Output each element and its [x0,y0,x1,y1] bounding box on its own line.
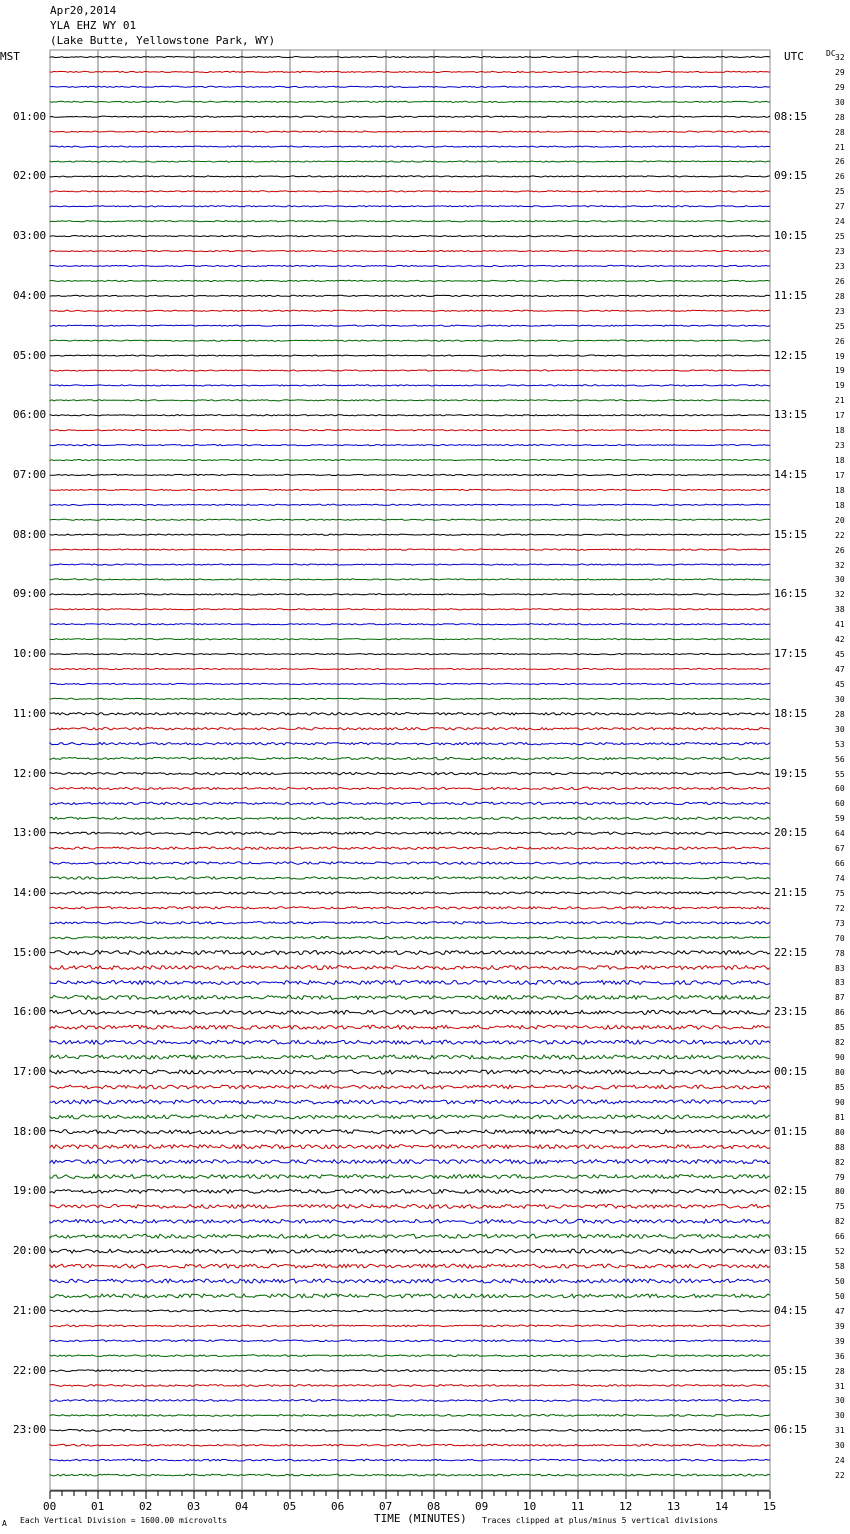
dc-offset-label: 83 [835,963,845,973]
dc-offset-label: 53 [835,739,845,749]
seismic-trace [50,86,770,87]
dc-offset-label: 28 [835,1366,845,1376]
right-hour-label: 23:15 [774,1005,808,1019]
dc-offset-label: 45 [835,650,845,660]
left-hour-label: 04:00 [13,288,47,302]
seismic-trace [50,1340,770,1342]
seismic-trace [50,892,770,894]
dc-offset-label: 36 [835,1351,845,1361]
dc-offset-label: 23 [835,247,845,257]
scale-note: Each Vertical Division = 1600.00 microvolts [20,1516,228,1525]
dc-offset-label: 47 [835,665,845,674]
seismic-trace [50,757,770,759]
seismic-trace [50,385,770,386]
seismic-trace [50,1370,770,1372]
dc-offset-label: 60 [835,784,845,794]
x-tick-label: 13 [667,1500,681,1513]
x-tick-label: 03 [187,1500,201,1513]
x-tick-label: 09 [475,1500,489,1513]
dc-offset-label: 26 [835,276,845,286]
seismic-trace [50,534,770,535]
dc-offset-label: 23 [835,261,845,271]
dc-offset-label: 22 [835,1471,845,1481]
dc-offset-label: 79 [835,1172,845,1182]
x-tick-label: 04 [235,1500,249,1513]
left-hour-label: 16:00 [13,1005,47,1019]
dc-offset-label: 29 [835,67,845,77]
x-tick-label: 02 [139,1500,153,1513]
right-hour-label: 11:15 [774,288,808,302]
dc-offset-label: 24 [835,1456,845,1466]
seismic-trace [50,489,770,490]
dc-offset-label: 25 [835,187,845,197]
dc-offset-label: 75 [835,1202,845,1212]
right-hour-label: 22:15 [774,945,808,959]
seismic-trace [50,1294,770,1298]
seismic-trace [50,668,770,669]
right-hour-label: 15:15 [774,527,808,541]
seismic-trace [50,1040,770,1044]
left-hour-label: 12:00 [13,766,47,780]
seismic-trace [50,1264,770,1268]
dc-offset-label: 80 [835,1068,845,1078]
seismic-trace [50,787,770,789]
dc-offset-label: 85 [835,1082,845,1092]
dc-offset-label: 28 [835,127,845,137]
x-tick-label: 14 [715,1500,729,1513]
dc-offset-label: 39 [835,1321,845,1331]
dc-offset-label: 59 [835,814,845,824]
dc-offset-label: 29 [835,82,845,92]
dc-offset-label: 30 [835,694,845,704]
dc-offset-label: 21 [835,396,845,406]
clip-note: Traces clipped at plus/minus 5 vertical divisions [482,1516,719,1525]
dc-offset-label: 18 [835,456,845,466]
dc-offset-label: 28 [835,709,845,719]
dc-offset-label: 27 [835,202,845,212]
dc-offset-label: 32 [835,590,845,600]
dc-offset-label: 19 [835,381,845,391]
seismic-trace [50,415,770,416]
seismic-trace [50,1310,770,1312]
seismic-trace [50,1415,770,1417]
seismic-trace [50,206,770,207]
dc-offset-label: 32 [835,560,845,570]
left-hour-label: 15:00 [13,945,47,959]
dc-offset-label: 52 [835,1247,845,1257]
seismic-trace [50,1400,770,1402]
right-hour-label: 04:15 [774,1303,808,1317]
dc-offset-label: 86 [835,1008,845,1018]
right-hour-label: 01:15 [774,1124,808,1138]
dc-offset-label: 58 [835,1262,845,1272]
seismic-trace [50,146,770,147]
seismic-trace [50,459,770,460]
seismic-trace [50,355,770,356]
right-hour-label: 21:15 [774,885,808,899]
x-tick-label: 08 [427,1500,441,1513]
dc-offset-label: 17 [835,411,845,421]
seismic-trace [50,743,770,745]
dc-offset-label: 85 [835,1023,845,1033]
right-hour-label: 03:15 [774,1244,808,1258]
seismic-trace [50,564,770,565]
seismic-trace [50,340,770,341]
seismic-trace [50,639,770,640]
dc-offset-label: 56 [835,754,845,764]
seismic-trace [50,802,770,804]
dc-offset-label: 70 [835,933,845,943]
x-tick-label: 07 [379,1500,393,1513]
left-hour-label: 17:00 [13,1065,47,1079]
seismic-trace [50,817,770,819]
seismic-trace [50,474,770,475]
seismic-trace [50,1444,770,1446]
dc-offset-label: 41 [835,620,845,630]
left-hour-label: 06:00 [13,408,47,422]
x-axis-label: TIME (MINUTES) [374,1512,467,1525]
left-hour-label: 11:00 [13,706,47,720]
dc-offset-label: 60 [835,799,845,809]
right-hour-label: 08:15 [774,109,808,123]
seismic-trace [50,698,770,699]
left-hour-label: 22:00 [13,1363,47,1377]
dc-offset-label: 50 [835,1291,845,1301]
left-hour-label: 10:00 [13,647,47,661]
left-hour-label: 13:00 [13,826,47,840]
right-hour-label: 00:15 [774,1065,808,1079]
seismic-trace [50,116,770,117]
x-tick-label: 15 [763,1500,777,1513]
left-hour-label: 01:00 [13,109,47,123]
seismic-trace [50,594,770,595]
dc-offset-label: 30 [835,724,845,734]
seismic-trace [50,907,770,909]
dc-offset-label: 82 [835,1217,845,1227]
dc-offset-label: 88 [835,1142,845,1152]
dc-offset-label: 30 [835,1441,845,1451]
seismic-trace [50,191,770,192]
seismic-trace [50,1474,770,1476]
x-tick-label: 00 [43,1500,57,1513]
left-hour-label: 07:00 [13,467,47,481]
seismic-trace [50,922,770,924]
dc-offset-label: 18 [835,426,845,436]
dc-offset-label: 81 [835,1112,845,1122]
right-hour-label: 10:15 [774,229,808,243]
seismic-trace [50,981,770,985]
right-hour-label: 02:15 [774,1184,808,1198]
dc-offset-label: 30 [835,1411,845,1421]
right-hour-label: 19:15 [774,766,808,780]
seismic-trace [50,654,770,655]
seismic-trace [50,1115,770,1119]
x-tick-label: 10 [523,1500,537,1513]
left-hour-label: 05:00 [13,348,47,362]
dc-offset-label: 80 [835,1187,845,1197]
right-hour-label: 05:15 [774,1363,808,1377]
x-tick-label: 11 [571,1500,585,1513]
dc-offset-label: 22 [835,530,845,540]
dc-title: DC [826,49,836,58]
dc-offset-label: 23 [835,441,845,451]
dc-offset-label: 90 [835,1053,845,1063]
right-hour-label: 14:15 [774,467,808,481]
left-hour-label: 20:00 [13,1244,47,1258]
seismic-trace [50,683,770,684]
seismic-trace [50,445,770,446]
dc-offset-label: 38 [835,605,845,615]
dc-offset-label: 30 [835,575,845,585]
seismic-trace [50,519,770,520]
seismic-trace [50,966,770,970]
footer-mark: A [2,1519,7,1528]
seismic-trace [50,221,770,222]
dc-offset-label: 30 [835,97,845,107]
seismic-trace [50,131,770,132]
seismic-trace [50,549,770,550]
dc-offset-label: 82 [835,1157,845,1167]
x-tick-label: 12 [619,1500,633,1513]
seismic-trace [50,1175,770,1179]
chart-date: Apr20,2014 [50,4,117,17]
seismic-trace [50,251,770,252]
left-hour-label: 08:00 [13,527,47,541]
seismic-trace [50,624,770,625]
dc-offset-label: 28 [835,291,845,301]
right-hour-label: 16:15 [774,587,808,601]
seismic-trace [50,877,770,879]
seismic-trace [50,1055,770,1059]
x-tick-label: 01 [91,1500,105,1513]
dc-offset-label: 26 [835,157,845,167]
dc-offset-label: 80 [835,1127,845,1137]
dc-offset-label: 39 [835,1336,845,1346]
seismic-trace [50,176,770,177]
dc-offset-label: 66 [835,859,845,869]
dc-offset-label: 66 [835,1232,845,1242]
dc-offset-label: 20 [835,515,845,525]
dc-offset-label: 17 [835,470,845,480]
seismic-trace [50,1100,770,1104]
dc-offset-label: 19 [835,366,845,376]
left-hour-label: 03:00 [13,229,47,243]
left-hour-label: 18:00 [13,1124,47,1138]
seismic-trace [50,310,770,311]
x-tick-label: 05 [283,1500,297,1513]
left-hour-label: 14:00 [13,885,47,899]
seismic-trace [50,713,770,715]
dc-offset-label: 90 [835,1097,845,1107]
dc-offset-label: 74 [835,873,845,883]
chart-station: YLA EHZ WY 01 [50,19,137,32]
seismic-trace [50,71,770,72]
right-hour-label: 17:15 [774,647,808,661]
dc-offset-label: 82 [835,1038,845,1048]
seismic-trace [50,579,770,580]
seismic-trace [50,1279,770,1283]
seismic-trace [50,1234,770,1238]
seismic-trace [50,280,770,281]
right-hour-label: 20:15 [774,826,808,840]
dc-offset-label: 42 [835,635,845,645]
seismic-trace [50,772,770,774]
seismic-trace [50,1070,770,1074]
seismic-trace [50,1130,770,1134]
dc-offset-label: 87 [835,993,845,1003]
seismic-trace [50,1190,770,1194]
seismic-trace [50,1010,770,1014]
seismic-trace [50,56,770,57]
seismic-trace [50,1325,770,1327]
right-hour-label: 12:15 [774,348,808,362]
seismic-trace [50,236,770,237]
seismic-trace [50,1204,770,1208]
seismic-trace [50,1459,770,1461]
seismic-trace [50,1385,770,1387]
left-hour-label: 23:00 [13,1423,47,1437]
right-hour-label: 06:15 [774,1423,808,1437]
dc-offset-label: 19 [835,351,845,361]
dc-offset-label: 30 [835,1396,845,1406]
dc-offset-label: 47 [835,1306,845,1316]
seismic-trace [50,1145,770,1149]
dc-offset-label: 26 [835,172,845,182]
dc-offset-label: 83 [835,978,845,988]
seismic-trace [50,1085,770,1089]
seismic-trace [50,1025,770,1029]
seismic-trace [50,1219,770,1223]
dc-offset-label: 45 [835,679,845,689]
seismic-trace [50,937,770,939]
left-axis-title: MST [0,50,20,63]
seismic-trace [50,370,770,371]
chart-location: (Lake Butte, Yellowstone Park, WY) [50,34,276,47]
right-axis-title: UTC [784,50,804,63]
dc-offset-label: 24 [835,217,845,227]
left-hour-label: 21:00 [13,1303,47,1317]
seismic-trace [50,1355,770,1357]
dc-offset-label: 31 [835,1381,845,1391]
right-hour-label: 18:15 [774,706,808,720]
seismic-trace [50,161,770,162]
dc-offset-label: 73 [835,918,845,928]
seismic-trace [50,862,770,864]
left-hour-label: 09:00 [13,587,47,601]
left-hour-label: 02:00 [13,169,47,183]
dc-offset-label: 26 [835,545,845,555]
dc-offset-label: 31 [835,1426,845,1436]
dc-offset-label: 72 [835,903,845,913]
dc-offset-label: 18 [835,485,845,495]
seismic-trace [50,951,770,955]
dc-offset-label: 67 [835,844,845,854]
dc-offset-label: 78 [835,948,845,958]
dc-offset-label: 21 [835,142,845,152]
dc-offset-label: 32 [835,53,845,62]
dc-offset-label: 28 [835,112,845,122]
seismic-trace [50,430,770,431]
dc-offset-label: 18 [835,500,845,510]
right-hour-label: 09:15 [774,169,808,183]
seismic-trace [50,400,770,401]
seismic-trace [50,728,770,730]
dc-offset-label: 25 [835,232,845,242]
dc-offset-label: 25 [835,321,845,331]
x-tick-label: 06 [331,1500,345,1513]
dc-offset-label: 75 [835,888,845,898]
seismic-trace [50,847,770,849]
seismic-trace [50,609,770,610]
dc-offset-label: 64 [835,829,845,839]
seismic-trace [50,325,770,326]
right-hour-label: 13:15 [774,408,808,422]
dc-offset-label: 50 [835,1277,845,1287]
seismic-trace [50,265,770,266]
seismic-trace [50,1429,770,1431]
seismic-trace [50,832,770,834]
seismic-trace [50,1249,770,1253]
dc-offset-label: 23 [835,306,845,316]
dc-offset-label: 26 [835,336,845,346]
left-hour-label: 19:00 [13,1184,47,1198]
seismic-trace [50,101,770,102]
seismic-trace [50,1160,770,1164]
seismic-trace [50,995,770,999]
seismic-trace [50,295,770,296]
seismic-trace [50,504,770,505]
dc-offset-label: 55 [835,769,845,779]
